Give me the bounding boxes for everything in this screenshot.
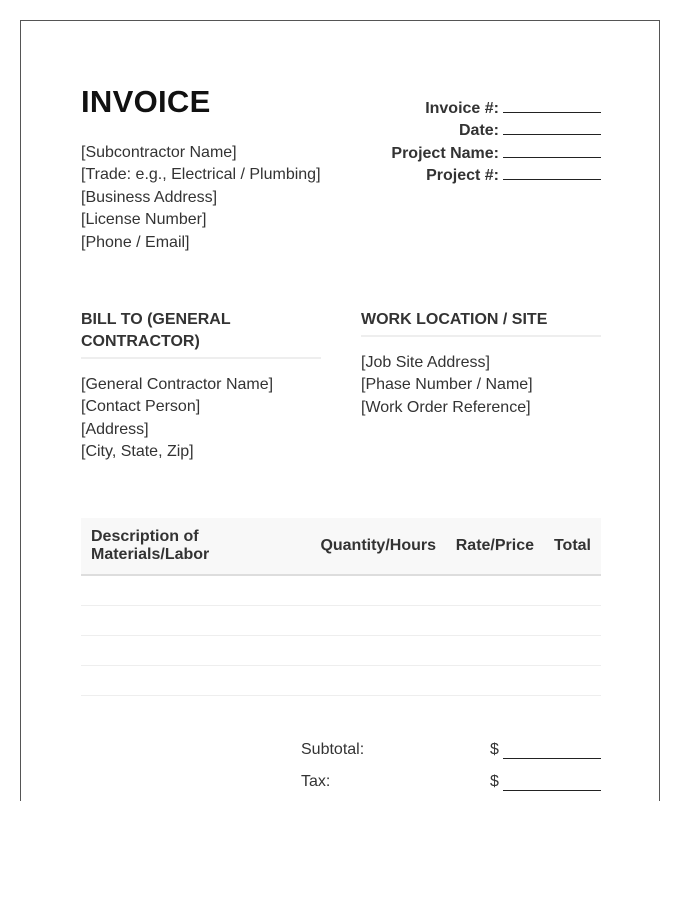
date-field[interactable] <box>503 120 601 135</box>
work-location-line: [Work Order Reference] <box>361 398 531 416</box>
totals-section <box>301 737 601 801</box>
subtotal-row <box>301 737 601 769</box>
table-row[interactable] <box>81 576 601 606</box>
project-number-row <box>391 165 601 187</box>
bill-to-line: [General Contractor Name] <box>81 376 274 393</box>
project-number-field[interactable] <box>503 165 601 180</box>
column-header-description: Description of Materials/Labor <box>91 528 210 563</box>
subcontractor-license: [License Number] <box>81 211 207 229</box>
invoice-number-label: Invoice #: <box>425 100 499 117</box>
subtotal-currency: $ <box>490 741 499 758</box>
work-location-line: [Job Site Address] <box>361 354 490 371</box>
column-header-quantity: Quantity/Hours <box>320 537 436 554</box>
project-name-field[interactable] <box>503 143 601 158</box>
bill-to-line: [Contact Person] <box>81 398 201 416</box>
bill-to-line: [Address] <box>81 420 149 438</box>
tax-row <box>301 769 601 801</box>
subcontractor-address: [Business Address] <box>81 188 218 206</box>
invoice-page <box>20 20 660 801</box>
date-row <box>391 120 601 142</box>
invoice-meta-fields <box>391 98 601 188</box>
subtotal-label: Subtotal: <box>301 741 365 758</box>
project-number-label: Project #: <box>426 167 499 185</box>
work-location-heading: WORK LOCATION / SITE <box>361 309 601 337</box>
subtotal-field[interactable] <box>503 743 601 759</box>
tax-field[interactable] <box>503 775 601 791</box>
subcontractor-info <box>81 142 321 254</box>
work-location-section <box>361 309 601 419</box>
column-header-rate: Rate/Price <box>455 537 534 554</box>
bill-to-section <box>81 309 321 464</box>
bill-to-line: [City, State, Zip] <box>81 443 194 461</box>
subcontractor-name: [Subcontractor Name] <box>81 144 237 161</box>
invoice-number-row <box>391 98 601 120</box>
date-label: Date: <box>458 122 499 140</box>
table-header-row <box>81 518 601 576</box>
tax-label: Tax: <box>301 773 331 790</box>
work-location-line: [Phase Number / Name] <box>361 376 533 394</box>
bill-to-heading: BILL TO (GENERAL CONTRACTOR) <box>81 309 321 359</box>
invoice-title: INVOICE <box>81 84 211 119</box>
tax-currency: $ <box>490 773 499 790</box>
project-name-row <box>391 143 601 165</box>
bill-to-lines <box>81 374 321 464</box>
table-row[interactable] <box>81 636 601 666</box>
subcontractor-trade: [Trade: e.g., Electrical / Plumbing] <box>81 166 321 184</box>
table-row[interactable] <box>81 606 601 636</box>
subcontractor-contact: [Phone / Email] <box>81 233 190 251</box>
line-items-table <box>81 518 601 696</box>
column-header-total: Total <box>553 537 591 554</box>
work-location-lines <box>361 352 601 419</box>
project-name-label: Project Name: <box>391 144 499 162</box>
invoice-number-field[interactable] <box>503 98 601 113</box>
table-row[interactable] <box>81 666 601 696</box>
